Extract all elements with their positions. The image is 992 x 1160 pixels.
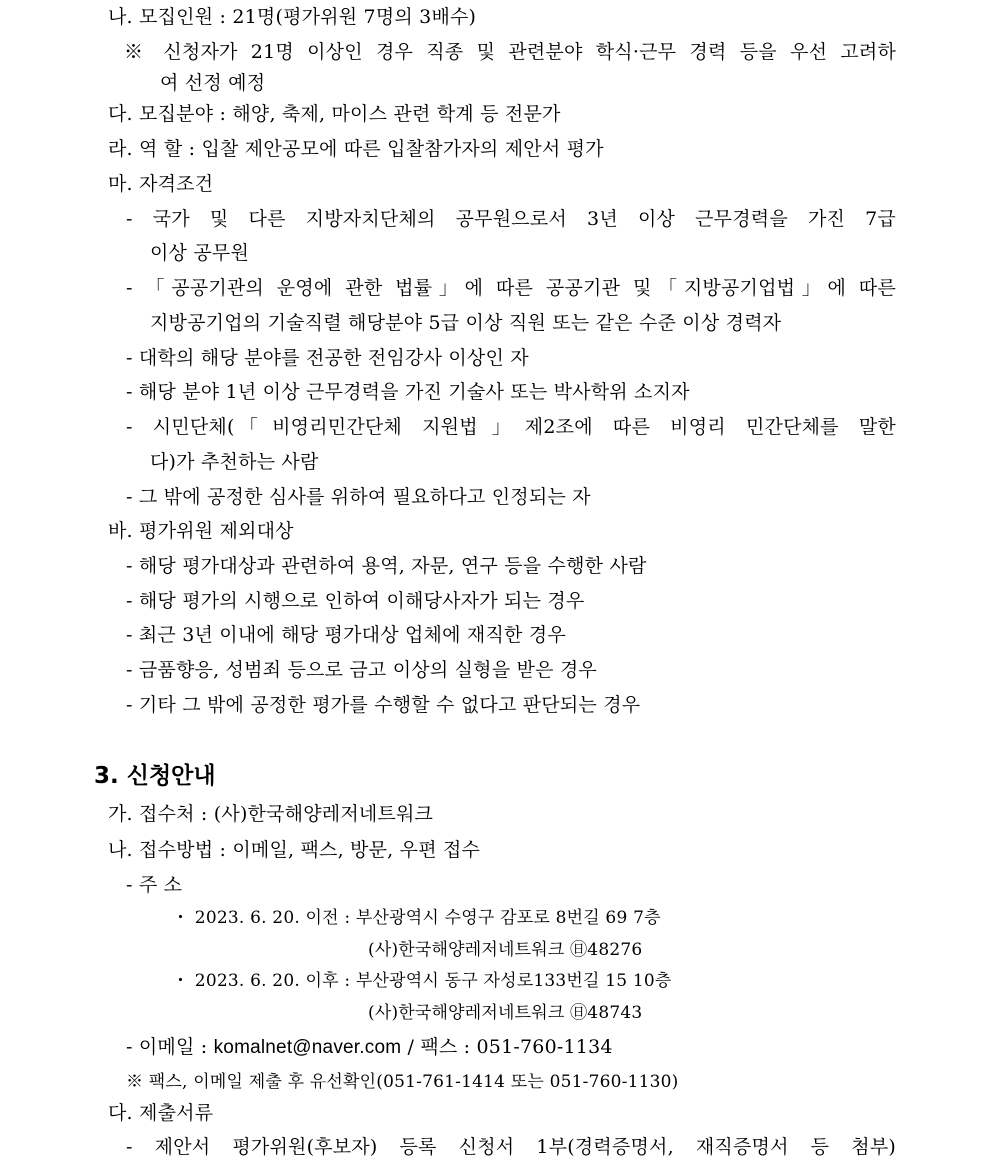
recruit-count: 나. 모집인원 : 21명(평가위원 7명의 3배수) <box>108 6 477 28</box>
qualification-item-5-line2: 다)가 추천하는 사람 <box>150 451 319 473</box>
exclusion-item-5: - 기타 그 밖에 공정한 평가를 수행할 수 없다고 판단되는 경우 <box>126 694 641 716</box>
exclusion-item-3: - 최근 3년 이내에 해당 평가대상 업체에 재직한 경우 <box>126 624 566 646</box>
address-before-line1: ・ 2023. 6. 20. 이전 : 부산광역시 수영구 감포로 8번길 69 7층 <box>172 908 661 928</box>
fax-number: / 팩스 : 051-760-1134 <box>401 1036 613 1058</box>
qualification-item-2-line2: 지방공기업의 기술직렬 해당분야 5급 이상 직원 또는 같은 수준 이상 경력자 <box>150 312 782 334</box>
email-label: - 이메일 : <box>126 1036 214 1058</box>
exclusion-item-4: - 금품향응, 성범죄 등으로 금고 이상의 실형을 받은 경우 <box>126 659 597 681</box>
recruit-field: 다. 모집분야 : 해양, 축제, 마이스 관련 학계 등 전문가 <box>108 103 561 125</box>
address-label: - 주 소 <box>126 874 183 896</box>
qualification-title: 마. 자격조건 <box>108 173 214 195</box>
exclusion-item-1: - 해당 평가대상과 관련하여 용역, 자문, 연구 등을 수행한 사람 <box>126 555 647 577</box>
qualification-item-5-line1: - 시민단체(「비영리민간단체 지원법」제2조에 따른 비영리 민간단체를 말한 <box>126 416 896 438</box>
exclusion-item-2: - 해당 평가의 시행으로 인하여 이해당사자가 되는 경우 <box>126 590 585 612</box>
role: 라. 역 할 : 입찰 제안공모에 따른 입찰참가자의 제안서 평가 <box>108 138 604 160</box>
phone-confirm-note: ※ 팩스, 이메일 제출 후 유선확인(051-761-1414 또는 051-760-1130) <box>126 1072 679 1092</box>
email-link[interactable]: komalnet@naver.com <box>213 1037 402 1058</box>
qualification-item-1-line1: - 국가 및 다른 지방자치단체의 공무원으로서 3년 이상 근무경력을 가진 7급 <box>126 208 896 230</box>
recruit-note-line1: ※ 신청자가 21명 이상인 경우 직종 및 관련분야 학식·근무 경력 등을 우선 고려하 <box>124 41 896 63</box>
contact-line <box>126 1034 613 1061</box>
documents-item-1: - 제안서 평가위원(후보자) 등록 신청서 1부(경력증명서, 재직증명서 등 첨부) <box>126 1136 896 1158</box>
documents-title: 다. 제출서류 <box>108 1102 214 1124</box>
exclusion-title: 바. 평가위원 제외대상 <box>108 520 294 542</box>
recruit-note-line2: 여 선정 예정 <box>160 72 266 94</box>
section-heading-application: 3. 신청안내 <box>94 763 216 789</box>
address-after-line1: ・ 2023. 6. 20. 이후 : 부산광역시 동구 자성로133번길 15 10층 <box>172 971 672 991</box>
qualification-item-2-line1: - 「공공기관의 운영에 관한 법률」에 따른 공공기관 및「지방공기업법」에 따른 <box>126 277 896 299</box>
qualification-item-6: - 그 밖에 공정한 심사를 위하여 필요하다고 인정되는 자 <box>126 486 591 508</box>
qualification-item-1-line2: 이상 공무원 <box>150 242 250 264</box>
qualification-item-4: - 해당 분야 1년 이상 근무경력을 가진 기술사 또는 박사학위 소지자 <box>126 381 690 403</box>
qualification-item-3: - 대학의 해당 분야를 전공한 전임강사 이상인 자 <box>126 347 529 369</box>
address-after-line2: (사)한국해양레저네트워크 ㊐48743 <box>368 1003 643 1023</box>
reception-method: 나. 접수방법 : 이메일, 팩스, 방문, 우편 접수 <box>108 839 481 861</box>
address-before-line2: (사)한국해양레저네트워크 ㊐48276 <box>368 940 643 960</box>
reception-office: 가. 접수처 : (사)한국해양레저네트워크 <box>108 803 434 825</box>
